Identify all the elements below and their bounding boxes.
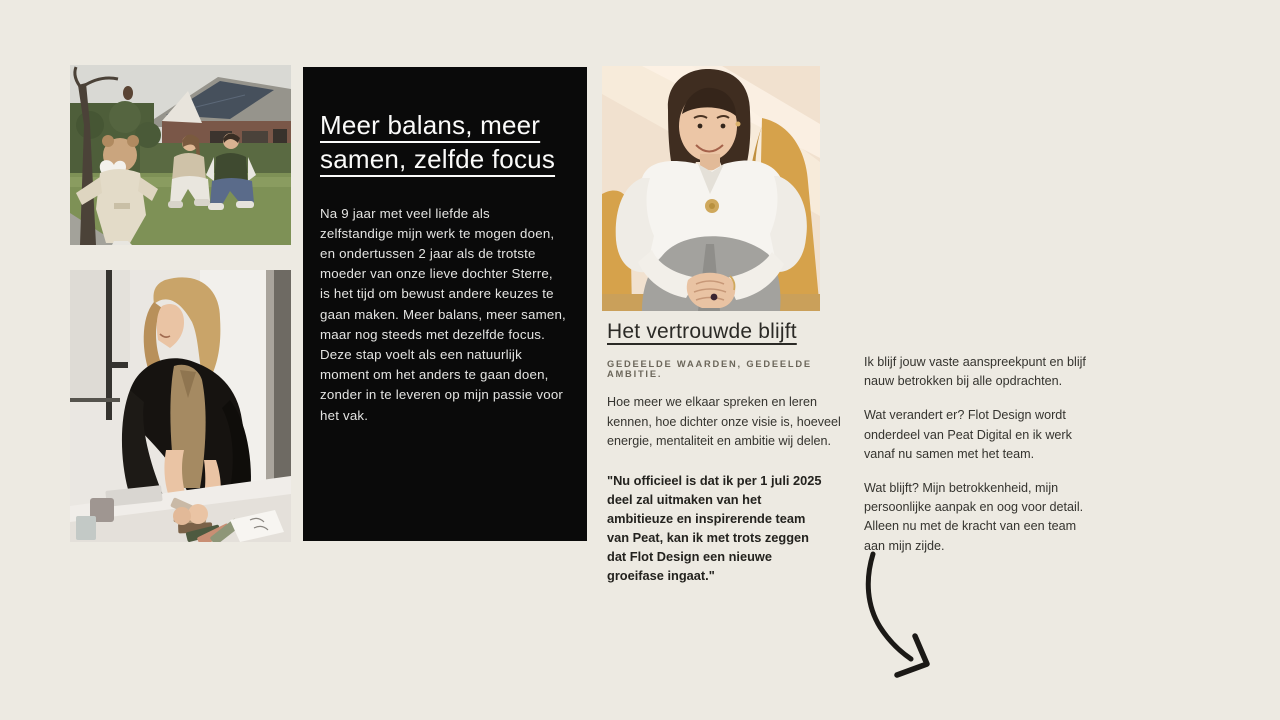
panel-heading: Meer balans, meer samen, zelfde focus: [320, 110, 556, 175]
panel-body-text: Na 9 jaar met veel liefde als zelfstandige mijn werk te mogen doen, en ondertussen 2 jaar als de trotste moeder van onze lieve dochter Sterre, is het tijd om bewust andere keuzes te gaan maken. Meer balans, meer samen, maar nog steeds met dezelfde focus. Deze stap voelt als een natuurlijk moment om het anders te gaan doen, zonder in te leveren op mijn passie voor het vak.: [320, 205, 566, 423]
portrait-photo: [602, 66, 820, 311]
details-paragraph: Wat blijft? Mijn betrokkenheid, mijn persoonlijke aanpak en oog voor detail. Alleen nu met de kracht van een team aan mijn zijde.: [864, 481, 1084, 553]
trusted-section: [607, 320, 853, 585]
portrait-illustration: [602, 66, 820, 311]
hand-drawn-arrow-icon: [855, 548, 950, 683]
family-garden-illustration: [70, 65, 291, 245]
announcement-panel: [303, 67, 587, 541]
section-subheading: GEDEELDE WAARDEN, GEDEELDE AMBITIE.: [607, 359, 812, 379]
family-garden-photo: [70, 65, 291, 245]
designer-desk-illustration: [70, 270, 291, 542]
announcement-quote: "Nu officieel is dat ik per 1 juli 2025 deel zal uitmaken van het ambitieuze en inspirerende team van Peat, kan ik met trots zeggen dat Flot Design een nieuwe groeifase ingaat.": [607, 472, 822, 583]
details-column: [864, 353, 1090, 556]
section-heading: Het vertrouwde blijft: [607, 320, 797, 343]
section-body-text: Hoe meer we elkaar spreken en leren kennen, hoe dichter onze visie is, hoeveel energie, mentaliteit en ambitie wij delen.: [607, 395, 841, 448]
designer-desk-photo: [70, 270, 291, 542]
details-paragraph: Ik blijf jouw vaste aanspreekpunt en blijf nauw betrokken bij alle opdrachten.: [864, 355, 1086, 389]
details-paragraph: Wat verandert er? Flot Design wordt onderdeel van Peat Digital en ik werk vanaf nu samen met het team.: [864, 408, 1072, 461]
